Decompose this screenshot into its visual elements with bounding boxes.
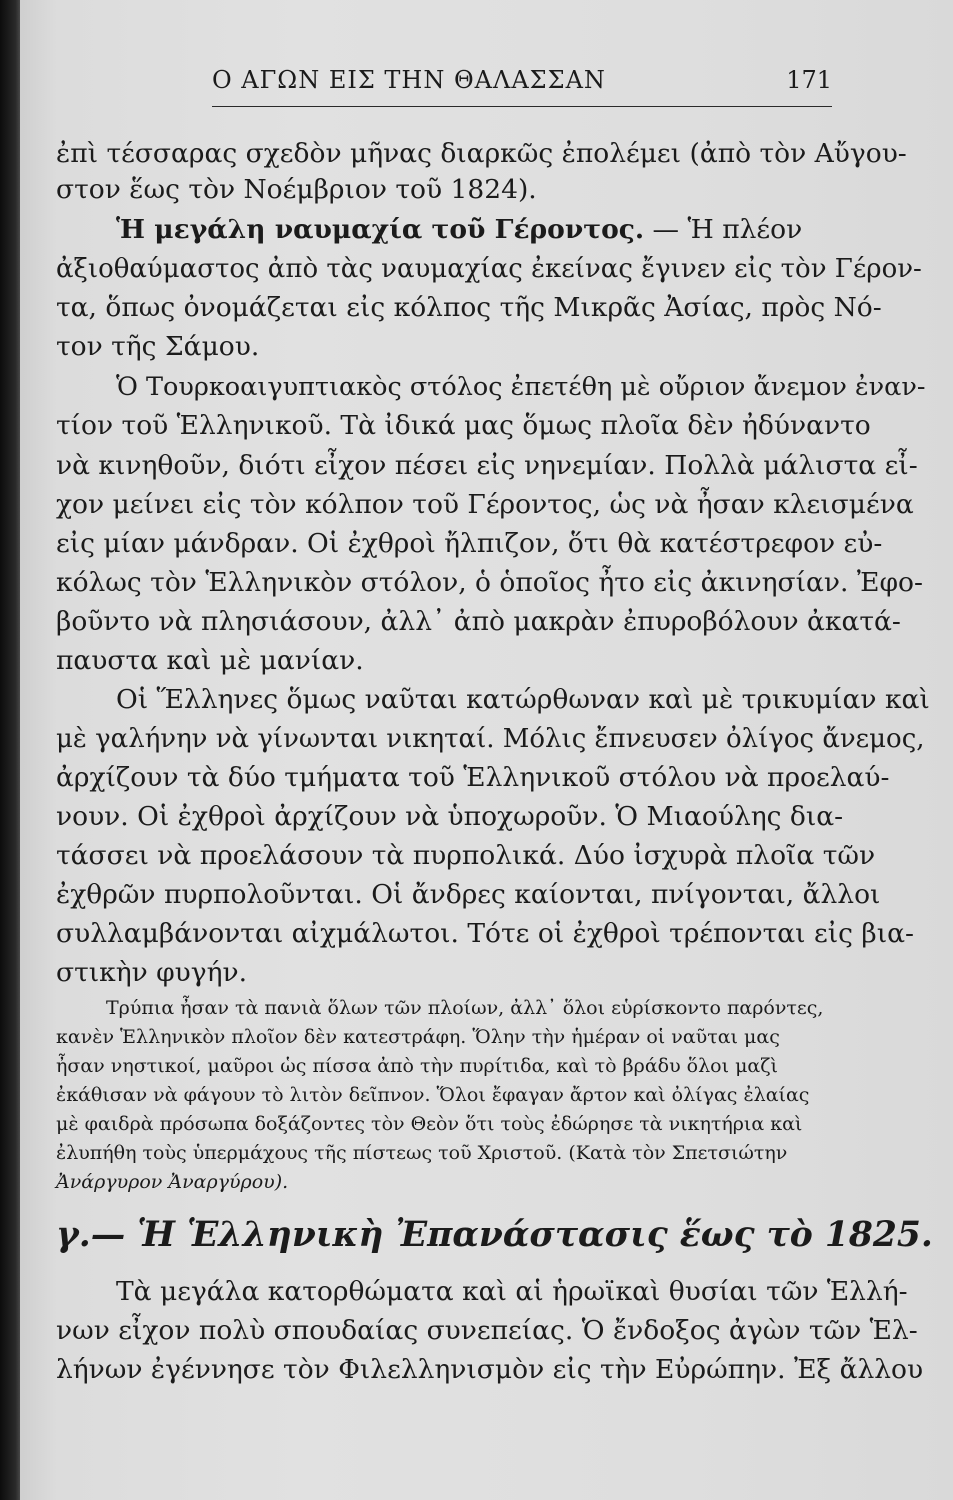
quote-attribution: Ἀνάργυρον Ἀναργύρου). (56, 1171, 289, 1193)
text-line: κόλως τὸν Ἑλληνικὸν στόλον, ὁ ὁποῖος ἦτο εἰς ἀκινησίαν. Ἐφο- (56, 567, 923, 598)
text-line: στικὴν φυγήν. (56, 957, 248, 988)
text-line: τον τῆς Σάμου. (56, 331, 260, 362)
text-line: χον μείνει εἰς τὸν κόλπον τοῦ Γέροντος, ὡς νὰ ἦσαν κλεισμένα (56, 489, 914, 520)
text-line: νων εἶχον πολὺ σπουδαίας συνεπείας. Ὁ ἔνδοξος ἀγὼν τῶν Ἑλ- (56, 1315, 918, 1346)
quote-line: Τρύπια ἦσαν τὰ πανιὰ ὅλων τῶν πλοίων, ἀλλ᾽ ὅλοι εὑρίσκοντο παρόντες, (106, 997, 824, 1019)
text-line: ἀρχίζουν τὰ δύο τμήματα τοῦ Ἑλληνικοῦ στόλου νὰ προελαύ- (56, 762, 890, 793)
text-line: ἐπὶ τέσσαρας σχεδὸν μῆνας διαρκῶς ἐπολέμει (ἀπὸ τὸν Αὔγου- (56, 138, 907, 169)
page-header (212, 66, 832, 107)
text-line: τίον τοῦ Ἑλληνικοῦ. Τὰ ἰδικά μας ὅμως πλοῖα δὲν ἠδύναντο (56, 410, 871, 441)
text-line: τάσσει νὰ προελάσουν τὰ πυρπολικά. Δύο ἰσχυρὰ πλοῖα τῶν (56, 840, 876, 871)
quote-line: κανὲν Ἑλληνικὸν πλοῖον δὲν κατεστράφη. Ὅλην τὴν ἡμέραν οἱ ναῦται μας (56, 1026, 780, 1048)
text-line: Τὰ μεγάλα κατορθώματα καὶ αἱ ἡρωϊκαὶ θυσίαι τῶν Ἑλλή- (116, 1276, 908, 1307)
text-line: ἐχθρῶν πυρπολοῦνται. Οἱ ἄνδρες καίονται, πνίγονται, ἄλλοι (56, 879, 881, 910)
paragraph-lead-line (116, 213, 802, 247)
quote-line: ἐκάθισαν νὰ φάγουν τὸ λιτὸν δεῖπνον. Ὅλοι ἔφαγαν ἄρτον καὶ ὀλίγας ἐλαίας (56, 1084, 810, 1106)
text-line: νουν. Οἱ ἐχθροὶ ἀρχίζουν νὰ ὑποχωροῦν. Ὁ Μιαούλης δια- (56, 801, 844, 832)
text-line: μὲ γαλήνην νὰ γίνωνται νικηταί. Μόλις ἔπνευσεν ὀλίγος ἄνεμος, (56, 724, 925, 754)
text-line: παυστα καὶ μὲ μανίαν. (56, 645, 364, 676)
text-line: λήνων ἐγέννησε τὸν Φιλελληνισμὸν εἰς τὴν Εὐρώπην. Ἐξ ἄλλου (56, 1354, 924, 1385)
running-title: Ο ΑΓΩΝ ΕΙΣ ΤΗΝ ΘΑΛΑΣΣΑΝ (212, 66, 606, 94)
book-page (20, 0, 953, 1500)
text-line: εἰς μίαν μάνδραν. Οἱ ἐχθροὶ ἤλπιζον, ὅτι θὰ κατέστρεφον εὐ- (56, 528, 883, 559)
text-line: στον ἕως τὸν Νοέμβριον τοῦ 1824). (56, 174, 537, 205)
section-heading: γ.— Ἡ Ἑλληνικὴ Ἐπανάστασις ἕως τὸ 1825. (56, 1215, 933, 1255)
text-line: συλλαμβάνονται αἰχμάλωτοι. Τότε οἱ ἐχθροὶ τρέπονται εἰς βια- (56, 918, 914, 949)
quote-line: ἦσαν νηστικοί, μαῦροι ὡς πίσσα ἀπὸ τὴν πυρίτιδα, καὶ τὸ βράδυ ὅλοι μαζὶ (56, 1055, 779, 1077)
page-number: 171 (786, 66, 832, 94)
text-line: τα, ὅπως ὀνομάζεται εἰς κόλπος τῆς Μικρᾶς Ἀσίας, πρὸς Νό- (56, 292, 882, 323)
subsection-title: Ἡ μεγάλη ναυμαχία τοῦ Γέροντος. (116, 214, 645, 245)
quote-line: μὲ φαιδρὰ πρόσωπα δοξάζοντες τὸν Θεὸν ὅτι τοὺς ἐδώρησε τὰ νικητήρια καὶ (56, 1113, 803, 1135)
text-line: νὰ κινηθοῦν, διότι εἶχον πέσει εἰς νηνεμίαν. Πολλὰ μάλιστα εἶ- (56, 450, 918, 481)
lead-line-rest: — Ἡ πλέον (644, 214, 803, 245)
text-line: Ὁ Τουρκοαιγυπτιακὸς στόλος ἐπετέθη μὲ οὔριον ἄνεμον ἐναν- (116, 372, 926, 402)
text-line: ἀξιοθαύμαστος ἀπὸ τὰς ναυμαχίας ἐκείνας ἔγινεν εἰς τὸν Γέρον- (56, 254, 922, 284)
text-line: βοῦντο νὰ πλησιάσουν, ἀλλ᾽ ἀπὸ μακρὰν ἐπυροβόλουν ἀκατά- (56, 606, 901, 637)
text-line: Οἱ Ἕλληνες ὅμως ναῦται κατώρθωναν καὶ μὲ τρικυμίαν καὶ (116, 684, 930, 715)
quote-line: ἐλυπήθη τοὺς ὑπερμάχους τῆς πίστεως τοῦ Χριστοῦ. (Κατὰ τὸν Σπετσιώτην (56, 1142, 788, 1164)
